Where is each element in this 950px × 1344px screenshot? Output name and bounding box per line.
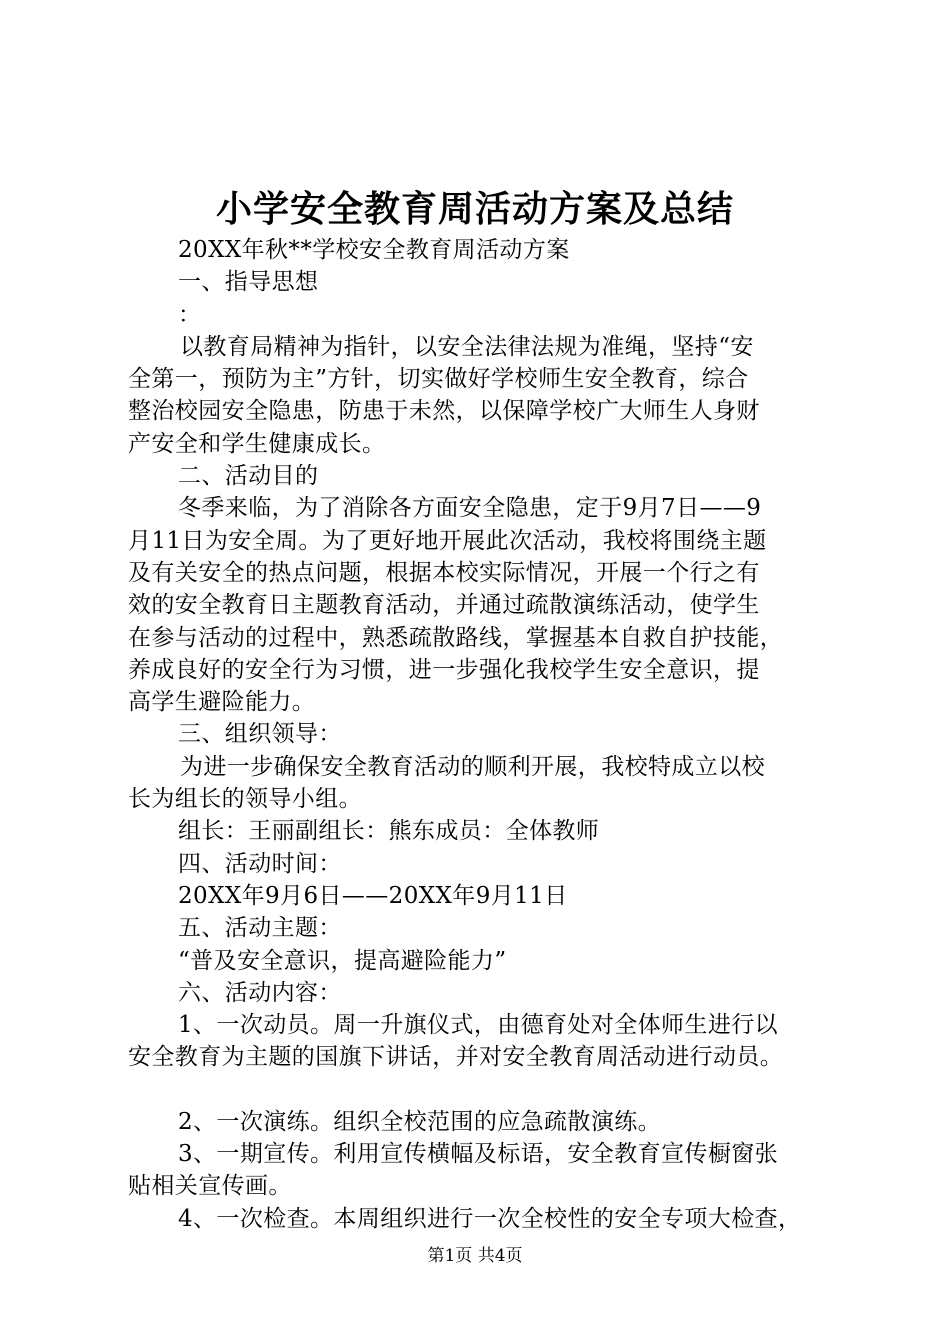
text-line: 月11日为安全周。为了更好地开展此次活动，我校将围绕主题	[128, 527, 767, 554]
section-heading-purpose: 二、活动目的	[178, 463, 319, 490]
text-line: 产安全和学生健康成长。	[128, 430, 386, 457]
plan-subtitle: 20XX年秋**学校安全教育周活动方案	[178, 237, 570, 263]
text-line: 以教育局精神为指针，以安全法律法规为准绳，坚持“安	[180, 333, 754, 360]
text-line: 4、一次检查。本周组织进行一次全校性的安全专项大检查，	[178, 1205, 802, 1232]
text-line: 长为组长的领导小组。	[128, 786, 362, 813]
text-line: 2、一次演练。组织全校范围的应急疏散演练。	[178, 1108, 662, 1135]
text-line: 高学生避险能力。	[128, 689, 316, 716]
text-line: 养成良好的安全行为习惯，进一步强化我校学生安全意识，提	[128, 656, 760, 683]
text-line: ：	[178, 301, 202, 328]
leaders-line: 组长：王丽副组长：熊东成员：全体教师	[178, 818, 600, 845]
document-body	[128, 234, 828, 1235]
text-line: 1、一次动员。周一升旗仪式，由德育处对全体师生进行以	[178, 1012, 779, 1039]
text-line: 贴相关宣传画。	[128, 1173, 292, 1200]
activity-theme: “普及安全意识，提高避险能力”	[178, 947, 507, 974]
blank-line	[128, 1074, 828, 1106]
text-line: 效的安全教育日主题教育活动，并通过疏散演练活动，使学生	[128, 592, 760, 619]
activity-dates: 20XX年9月6日——20XX年9月11日	[178, 882, 568, 909]
text-line: 在参与活动的过程中，熟悉疏散路线，掌握基本自救自护技能，	[128, 624, 784, 651]
text-line: 及有关安全的热点问题，根据本校实际情况，开展一个行之有	[128, 559, 760, 586]
section-heading-guiding-thought: 一、指导思想	[178, 269, 319, 296]
text-line: 整治校园安全隐患，防患于未然，以保障学校广大师生人身财	[128, 398, 760, 425]
text-line: 全第一，预防为主”方针，切实做好学校师生安全教育，综合	[128, 366, 749, 393]
document-title: 小学安全教育周活动方案及总结	[215, 188, 734, 230]
page-footer: 第1页 共4页	[427, 1246, 523, 1266]
text-line: 为进一步确保安全教育活动的顺利开展，我校特成立以校	[180, 753, 765, 780]
text-line: 安全教育为主题的国旗下讲话，并对安全教育周活动进行动员。	[128, 1044, 784, 1071]
section-heading-theme: 五、活动主题：	[178, 915, 342, 942]
section-heading-organization: 三、组织领导：	[178, 721, 342, 748]
section-heading-content: 六、活动内容：	[178, 979, 342, 1006]
section-heading-time: 四、活动时间：	[178, 850, 342, 877]
text-line: 冬季来临，为了消除各方面安全隐患，定于9月7日——9	[178, 495, 762, 522]
text-line: 3、一期宣传。利用宣传横幅及标语，安全教育宣传橱窗张	[178, 1141, 779, 1168]
